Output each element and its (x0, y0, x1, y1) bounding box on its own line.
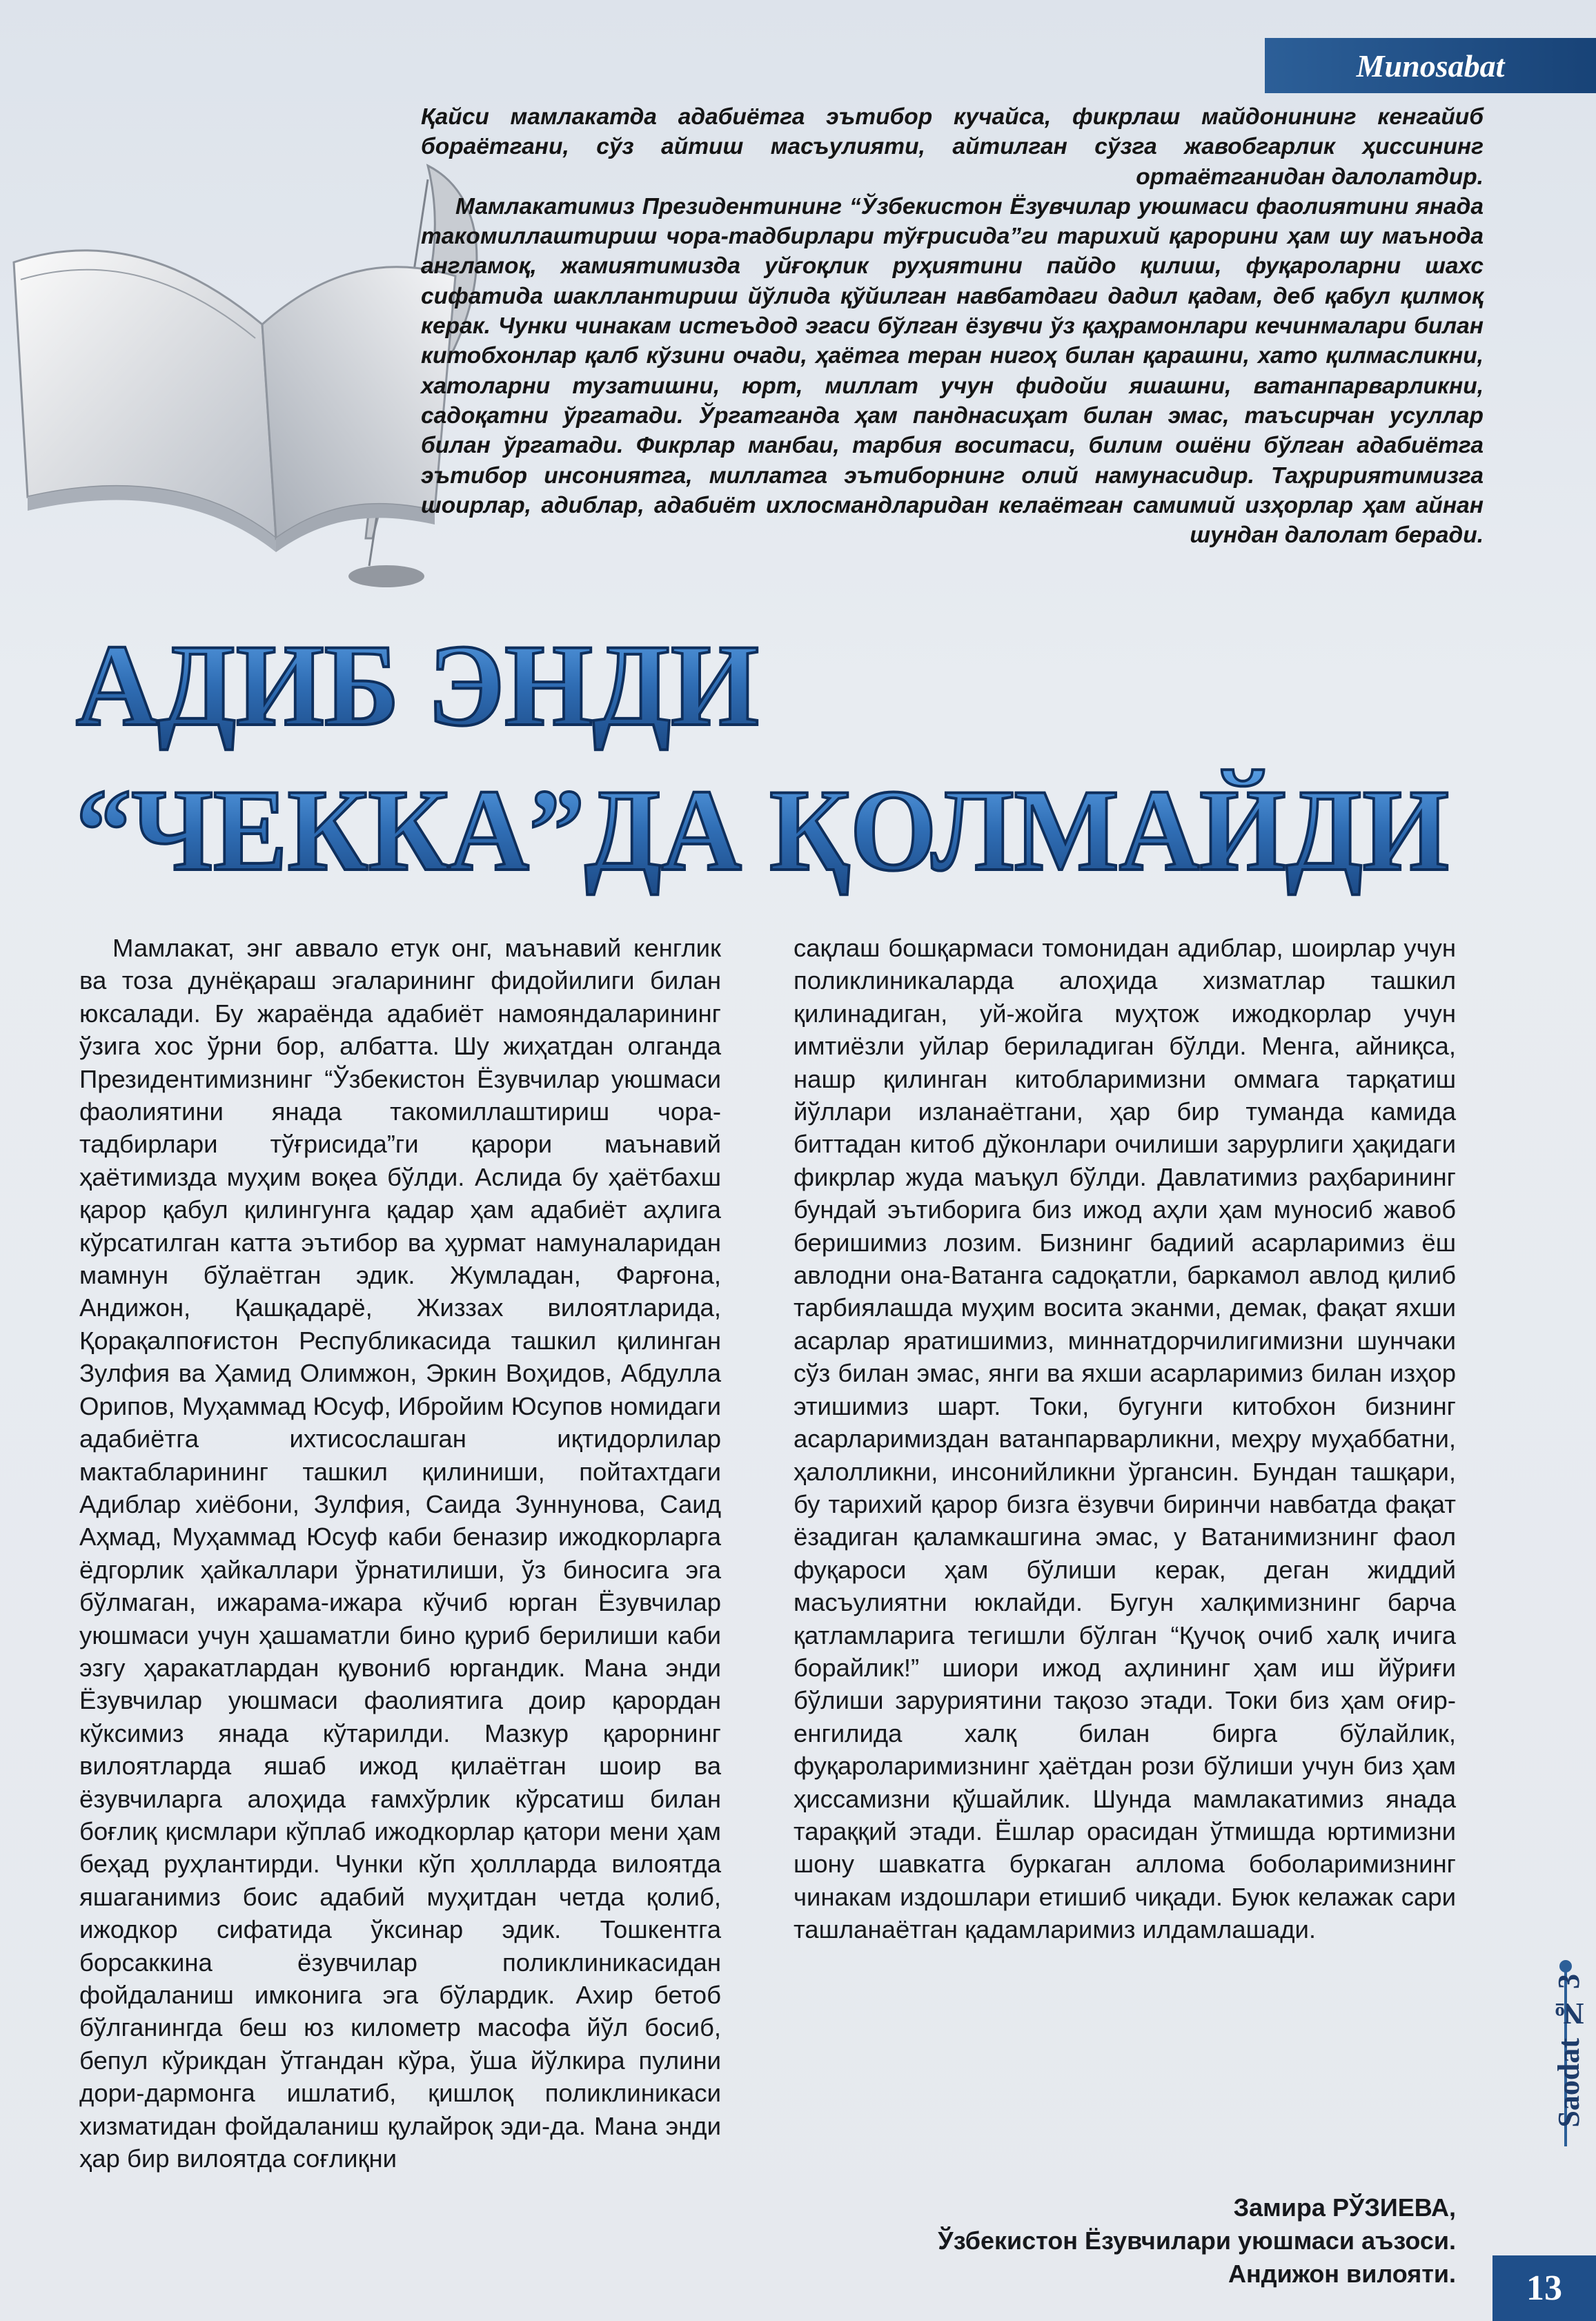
section-tab (1265, 38, 1596, 93)
article-text-left: Мамлакат, энг аввало етук онг, маънавий кенглик ва тоза дунёқараш эгаларининг фидойилиги билан юксалади. Бу жараёнда адабиёт намояндаларининг ўзига хос ўрни бор, албатта. Шу жиҳатдан олганда Президентимизнинг “Ўзбекистон Ёзувчилар уюшмаси фаолиятини янада такомиллаштириш чора-тадбирлари тўғрисида”ги қарори маънавий ҳаётимизда муҳим воқеа бўлди. Аслида бу ҳаётбахш қарор қабул қилингунга қадар ҳам адабиёт аҳлига кўрсатилган катта эътибор ва ҳурмат намуналаридан мамнун бўлаётган эдик. Жумладан, Фарғона, Андижон, Қашқадарё, Жиззах вилоятларида, Қорақалпоғистон Республикасида ташкил қилинган Зулфия ва Ҳамид Олимжон, Эркин Воҳидов, Абдулла Орипов, Муҳаммад Юсуф, Ибройим Юсупов номидаги адабиётга ихтисослашган иқтидорлилар мактабларининг ташкил қилиниши, пойтахтдаги Адиблар хиёбони, Зулфия, Саида Зуннунова, Саид Аҳмад, Муҳаммад Юсуф каби беназир ижодкорларга ёдгорлик ҳайкаллари ўрнатилиши, ўз биносига эга бўлмаган, ижарама-ижара кўчиб юрган Ёзувчилар уюшмаси учун ҳашаматли бино қуриб берилиши каби эзгу ҳаракатлардан қувониб юргандик. Мана энди Ёзувчилар уюшмаси фаолиятига доир қарордан кўксимиз янада кўтарилди. Мазкур қарорнинг вилоятларда яшаб ижод қилаётган шоир ва ёзувчиларга алоҳида ғамхўрлик кўрсатиш билан боғлиқ қисмлари кўплаб ижодкорлар қатори мени ҳам беҳад руҳлантирди. Чунки кўп ҳоллларда вилоятда яшаганимиз боис адабий муҳитдан четда қолиб, ижодкор сифатида ўксинар эдик. Тошкентга борсаккина ёзувчилар поликлиникасидан фойдаланиш имконига эга бўлардик. Ахир бетоб бўлганингда беш юз километр масофа йўл босиб, бепул кўрикдан ўтгандан кўра, ўша йўлкира пулини дори-дармонга ишлатиб, қишлоқ поликлиникаси хизматидан фойдаланиш қулайроқ эди-да. Мана энди ҳар бир вилоятда соғлиқни (79, 934, 721, 2173)
intro-paragraph-1: Қайси мамлакатда адабиётга эътибор кучайса, фикрлаш майдонининг кенгайиб бораётгани, сўз айтиш масъулияти, айтилган сўзга жавобгарлик ҳиссининг ортаётганидан далолатдир. (421, 104, 1484, 190)
article-left-column (79, 932, 721, 2175)
author-name: Замира РЎЗИЕВА, (1233, 2193, 1456, 2222)
headline-line-2: “ЧЕККА”ДА ҚОЛМАЙДИ (76, 765, 1449, 895)
author-region: Андижон вилояти. (1228, 2260, 1456, 2288)
intro-paragraph-2: Мамлакатимиз Президентининг “Ўзбекистон Ёзувчилар уюшмаси фаолиятини янада такомиллаштириш чора-тадбирлари тўғрисида”ги тарихий қарорини ҳам шу маънода англамоқ, жамиятимизда уйғоқлик руҳиятини пайдо қилиш, фуқароларни шахс сифатида шакллантириш йўлида қўйилган навбатдаги дадил қадам, деб қабул қилмоқ керак. Чунки чинакам истеъдод эгаси бўлган ёзувчи ўз қаҳрамонлари кечинмалари билан китобхонлар қалб кўзини очади, ҳаётга теран нигоҳ билан қарашни, хато қилмасликни, хатоларни тузатишни, юрт, миллат учун фидойи яшашни, ватанпарварликни, садоқатни ўргатади. Ўргатганда ҳам панднасиҳат билан эмас, таъсирчан усуллар билан ўргатади. Фикрлар манбаи, тарбия воситаси, билим ошёни бўлган адабиётга эътибор инсониятга, миллатга эътиборнинг олий намунасидир. Таҳририятимизга шоирлар, адиблар, адабиёт ихлосмандларидан келаётган самимий изҳорлар ҳам айнан шундан далолат беради. (421, 193, 1484, 549)
headline-line-1: АДИБ ЭНДИ (76, 621, 759, 750)
section-label: Munosabat (1356, 48, 1505, 84)
article-text-right: сақлаш бошқармаси томонидан адиблар, шоирлар учун поликлиникаларда алоҳида хизматлар ташкил қилинадиган, уй-жойга муҳтож ижодкорлар учун имтиёзли уйлар бериладиган бўлди. Менга, айниқса, нашр қилинган китобларимизни оммага тарқатиш йўллари изланаётгани, ҳар бир туманда камида биттадан китоб дўконлари очилиши зарурлиги ҳақидаги фикрлар жуда маъқул бўлди. Давлатимиз раҳбарининг бундай эътиборига биз ижод аҳли ҳам муносиб жавоб беришимиз лозим. Бизнинг бадиий асарларимиз ёш авлодни она-Ватанга садоқатли, баркамол авлод қилиб тарбиялашда муҳим восита эканми, демак, фақат яхши асарлар яратишимиз, миннатдорчилигимизни шунчаки сўз билан эмас, янги ва яхши асарларимиз билан изҳор этишимиз шарт. Токи, бугунги китобхон бизнинг асарларимиздан ватанпарварликни, меҳру муҳаббатни, ҳалолликни, инсонийликни ўргансин. Бундан ташқари, бу тарихий қарор бизга ёзувчи биринчи навбатда фақат ёзадиган қаламкашгина эмас, у Ватанимизнинг фаол фуқароси ҳам бўлиши керак, деган жиддий масъулиятни юклайди. Бугун халқимизнинг барча қатламларига тегишли бўлган “Қучоқ очиб халқ ичига борайлик!” шиори ижод аҳлининг ҳам иш йўриғи бўлиши заруриятини тақозо этади. Токи биз ҳам оғир-енгилида халқ билан бирга бўлайлик, фуқароларимизнинг ҳаётдан рози бўлиши учун биз ҳам ҳиссамизни қўшайлик. Шунда мамлакатимиз янада тараққий этади. Ёшлар орасидан ўтмишда юртимизни шону шавкатга буркаган алломa боболаримизнинг чинакам издошлари етишиб чиқади. Буюк келажак сари ташланаётган қадамларимиз илдамлашади. (794, 934, 1456, 1944)
author-role: Ўзбекистон Ёзувчилари уюшмаси аъзоси. (938, 2226, 1456, 2255)
intro-lead (421, 102, 1484, 550)
page-number-text: 13 (1526, 2269, 1562, 2308)
headline (0, 621, 1596, 897)
author-signature (697, 2191, 1456, 2291)
magazine-issue: Saodat № 3 (1552, 1974, 1586, 2128)
page-number (1492, 2255, 1596, 2321)
article-right-column (794, 932, 1456, 1946)
